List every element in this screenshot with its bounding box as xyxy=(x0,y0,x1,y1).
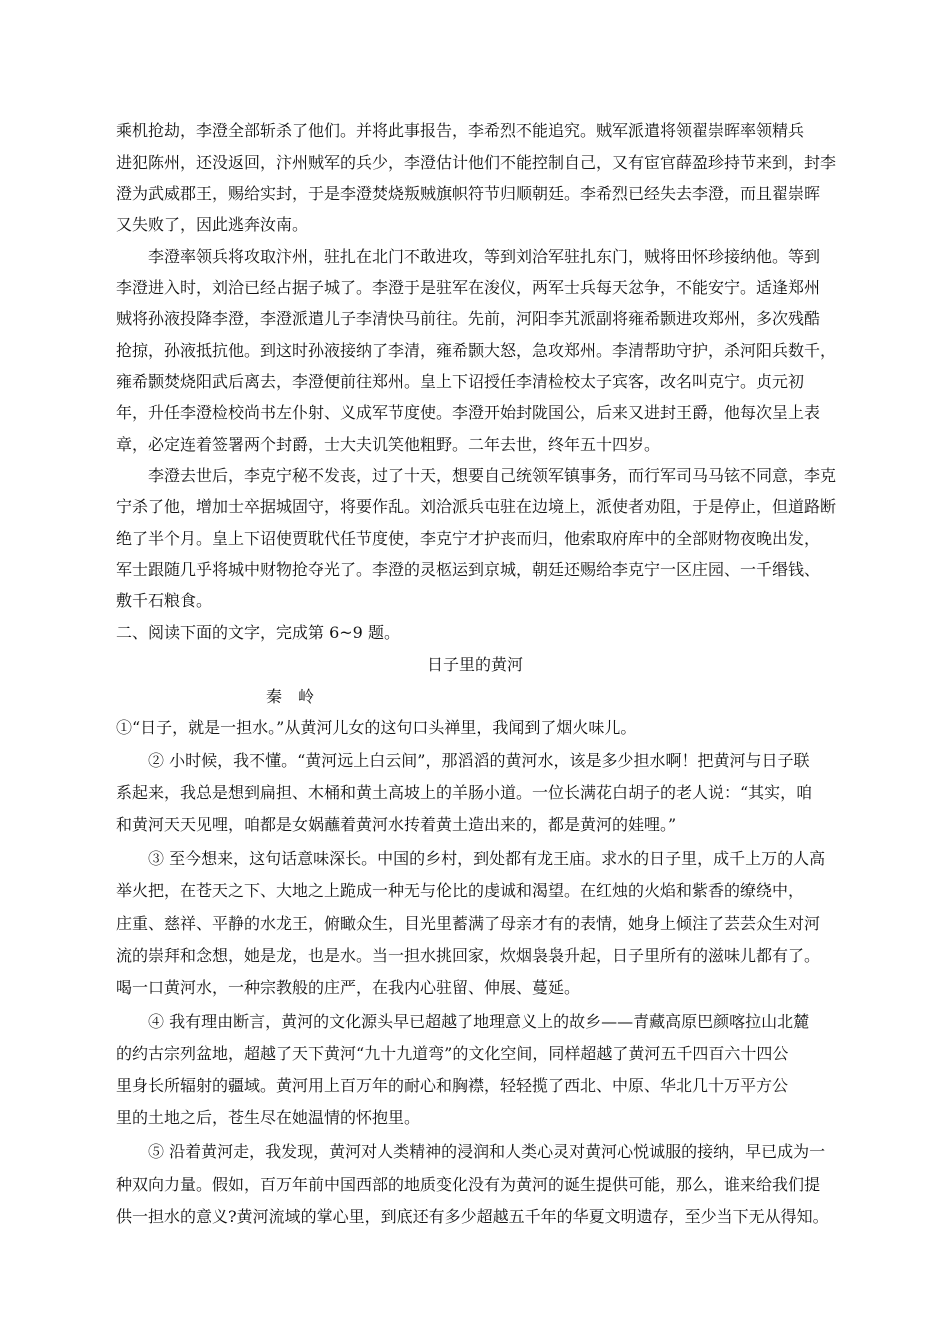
article-title: 日子里的黄河 xyxy=(426,655,523,674)
text-line: 李澄去世后，李克宁秘不发丧，过了十天，想要自己统领军镇事务，而行军司马马铉不同意，李克 xyxy=(116,466,837,485)
paragraph-line: ④ 我有理由断言，黄河的文化源头早已超越了地理意义上的故乡——青藏高原巴颜喀拉山北麓 xyxy=(116,1012,810,1031)
paragraph-line: 里的土地之后，苍生尽在她温情的怀抱里。 xyxy=(116,1108,421,1127)
paragraph-line: 和黄河天天见哩，咱都是女娲蘸着黄河水抟着黄土造出来的，都是黄河的娃哩。” xyxy=(116,815,677,834)
paragraph-line: 种双向力量。假如，百万年前中国西部的地质变化没有为黄河的诞生提供可能，那么，谁来给我们提 xyxy=(116,1175,821,1194)
text-line: 年，升任李澄检校尚书左仆射、义成军节度使。李澄开始封陇国公，后来又进封王爵，他每次呈上表 xyxy=(116,403,821,422)
text-line: 章，必定连着签署两个封爵，士大夫讥笑他粗野。二年去世，终年五十四岁。 xyxy=(116,435,661,454)
text-line: 澄为武威郡王，赐给实封，于是李澄焚烧叛贼旗帜符节归顺朝廷。李希烈已经失去李澄，而且翟崇晖 xyxy=(116,184,821,203)
paragraph-line: 系起来，我总是想到扁担、木桶和黄土高坡上的羊肠小道。一位长满花白胡子的老人说：“其实，咱 xyxy=(116,783,813,802)
paragraph-line: ③ 至今想来，这句话意味深长。中国的乡村，到处都有龙王庙。求水的日子里，成千上万的人高 xyxy=(116,849,826,868)
paragraph-line: ⑤ 沿着黄河走，我发现，黄河对人类精神的浸润和人类心灵对黄河心悦诚服的接纳，早已成为一 xyxy=(116,1142,826,1161)
text-line: 绝了半个月。皇上下诏使贾耽代任节度使，李克宁才护丧而归，他索取府库中的全部财物夜晚出发， xyxy=(116,529,821,548)
paragraph-line: ② 小时候，我不懂。“黄河远上白云间”，那滔滔的黄河水，该是多少担水啊！把黄河与日子联 xyxy=(116,751,810,770)
text-line: 李澄率领兵将攻取汴州，驻扎在北门不敢进攻，等到刘洽军驻扎东门，贼将田怀珍接纳他。等到 xyxy=(116,247,821,266)
text-line: 军士跟随几乎将城中财物抢夺光了。李澄的灵柩运到京城，朝廷还赐给李克宁一区庄园、一千缗钱、 xyxy=(116,560,821,579)
paragraph-line: 喝一口黄河水，一种宗教般的庄严，在我内心驻留、伸展、蔓延。 xyxy=(116,978,581,997)
text-line: 贼将孙液投降李澄，李澄派遣儿子李清快马前往。先前，河阳李艽派副将雍希颢进攻郑州，多次残酷 xyxy=(116,309,821,328)
paragraph-line: 流的崇拜和念想，她是龙，也是水。当一担水挑回家，炊烟袅袅升起，日子里所有的滋味儿都有了。 xyxy=(116,946,821,965)
paragraph-line: 里身长所辐射的疆域。黄河用上百万年的耐心和胸襟，轻轻揽了西北、中原、华北几十万平方公 xyxy=(116,1076,789,1095)
article-author: 秦 岭 xyxy=(266,687,315,706)
paragraph-line: 举火把，在苍天之下、大地之上跪成一种无与伦比的虔诚和渴望。在红烛的火焰和紫香的缭绕中， xyxy=(116,881,805,900)
text-line: 雍希颢焚烧阳武后离去，李澄便前往郑州。皇上下诏授任李清检校太子宾客，改名叫克宁。贞元初 xyxy=(116,372,805,391)
text-line: 李澄进入时，刘洽已经占据子城了。李澄于是驻军在浚仪，两军士兵每天忿争，不能安宁。适逢郑州 xyxy=(116,278,821,297)
paragraph-line: ①“日子，就是一担水。”从黄河儿女的这句口头禅里，我闻到了烟火味儿。 xyxy=(116,718,637,737)
section-heading: 二、阅读下面的文字，完成第 6~9 题。 xyxy=(116,623,400,642)
text-line: 又失败了，因此逃奔汝南。 xyxy=(116,215,309,234)
paragraph-line: 庄重、慈祥、平静的水龙王，俯瞰众生，目光里蓄满了母亲才有的表情，她身上倾注了芸芸众生对河 xyxy=(116,914,821,933)
text-line: 宁杀了他，增加士卒据城固守，将要作乱。刘洽派兵屯驻在边境上，派使者劝阻，于是停止，但道路断 xyxy=(116,497,837,516)
text-line: 乘机抢劫，李澄全部斩杀了他们。并将此事报告，李希烈不能追究。贼军派遣将领翟崇晖率领精兵 xyxy=(116,121,805,140)
paragraph-line: 的约古宗列盆地，超越了天下黄河“九十九道弯”的文化空间，同样超越了黄河五千四百六十四公 xyxy=(116,1044,789,1063)
text-line: 敷千石粮食。 xyxy=(116,591,213,610)
paragraph-line: 供一担水的意义?黄河流域的掌心里，到底还有多少超越五千年的华夏文明遗存，至少当下无从得知。 xyxy=(116,1207,829,1226)
text-line: 抢掠，孙液抵抗他。到这时孙液接纳了李清，雍希颢大怒，急攻郑州。李清帮助守护，杀河阳兵数千， xyxy=(116,341,837,360)
text-line: 进犯陈州，还没返回，汴州贼军的兵少，李澄估计他们不能控制自己，又有宦官薛盈珍持节来到，封李 xyxy=(116,153,837,172)
